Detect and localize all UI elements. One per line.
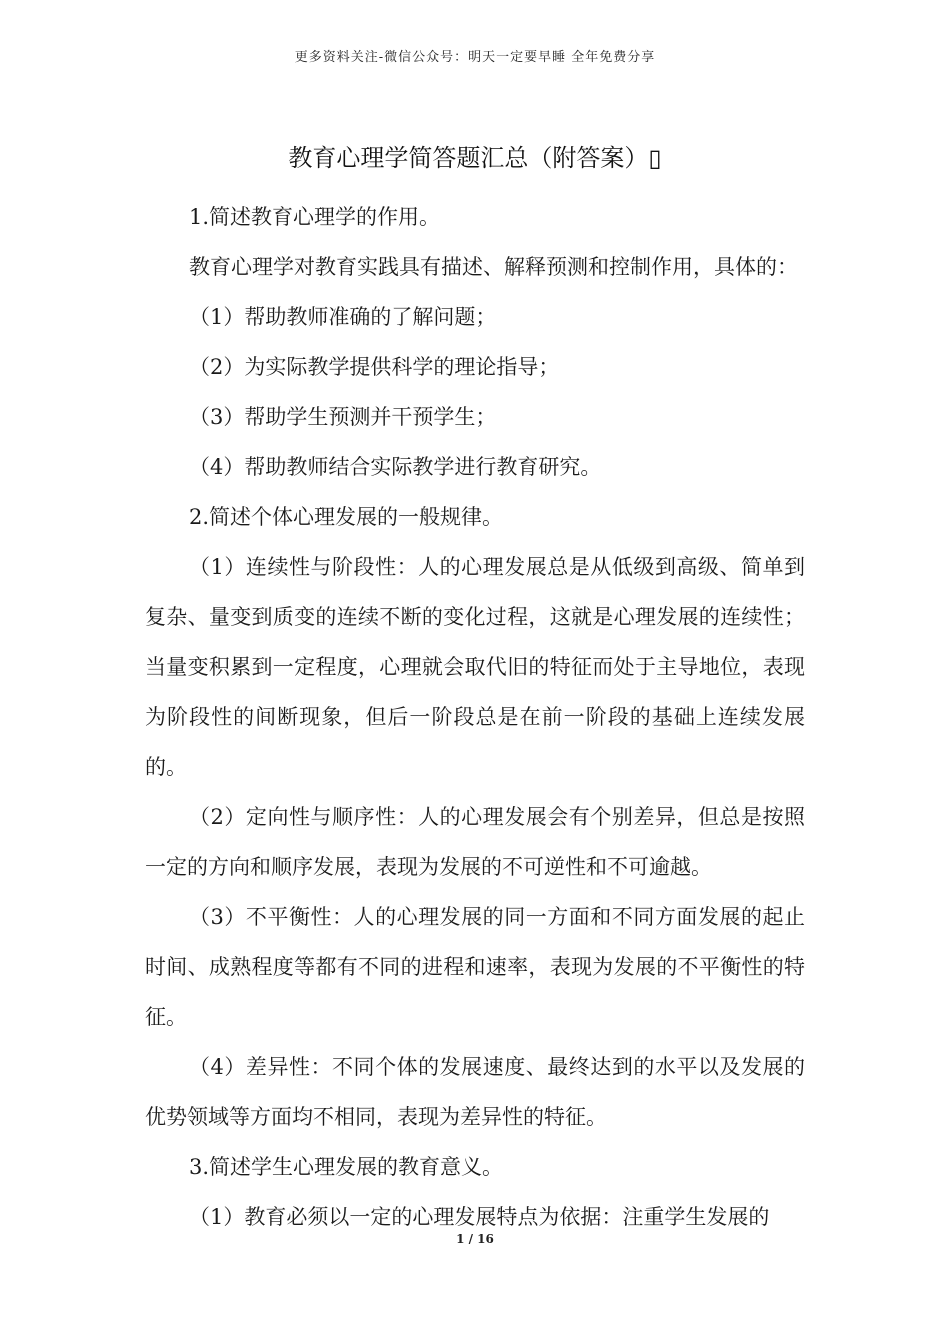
answer-1-point-3: （3）帮助学生预测并干预学生；: [189, 405, 497, 429]
answer-2-point-4: （4）差异性：不同个体的发展速度、最终达到的水平以及发展的优势领域等方面均不相同，表现为差异性的特征。: [145, 1055, 805, 1129]
answer-2-point-3: （3）不平衡性：人的心理发展的同一方面和不同方面发展的起止时间、成熟程度等都有不同的进程和速率，表现为发展的不平衡性的特征。: [145, 905, 805, 1029]
question-3-heading: 3.简述学生心理发展的教育意义。: [189, 1155, 504, 1179]
answer-1-intro: 教育心理学对教育实践具有描述、解释预测和控制作用，具体的：: [189, 255, 798, 279]
document-body: [145, 192, 805, 1242]
question-1-heading: 1.简述教育心理学的作用。: [189, 205, 441, 229]
answer-3-point-1: （1）教育必须以一定的心理发展特点为依据：注重学生发展的: [189, 1205, 770, 1229]
question-2-heading: 2.简述个体心理发展的一般规律。: [189, 505, 504, 529]
answer-2-point-1: （1）连续性与阶段性：人的心理发展总是从低级到高级、简单到复杂、量变到质变的连续不断的变化过程，这就是心理发展的连续性；当量变积累到一定程度，心理就会取代旧的特征而处于主导地位，表现为阶段性的间断现象，但后一阶段总是在前一阶段的基础上连续发展的。: [145, 555, 805, 779]
answer-1-point-4: （4）帮助教师结合实际教学进行教育研究。: [189, 455, 602, 479]
page-indicator: 1 / 16: [456, 1232, 494, 1246]
answer-2-point-2: （2）定向性与顺序性：人的心理发展会有个别差异，但总是按照一定的方向和顺序发展，表现为发展的不可逆性和不可逾越。: [145, 805, 805, 879]
page-header-note: 更多资料关注-微信公众号：明天一定要早睡 全年免费分享: [294, 50, 656, 65]
answer-1-point-1: （1）帮助教师准确的了解问题；: [189, 305, 497, 329]
document-title: 教育心理学简答题汇总（附答案）▯: [288, 144, 662, 172]
answer-1-point-2: （2）为实际教学提供科学的理论指导；: [189, 355, 560, 379]
